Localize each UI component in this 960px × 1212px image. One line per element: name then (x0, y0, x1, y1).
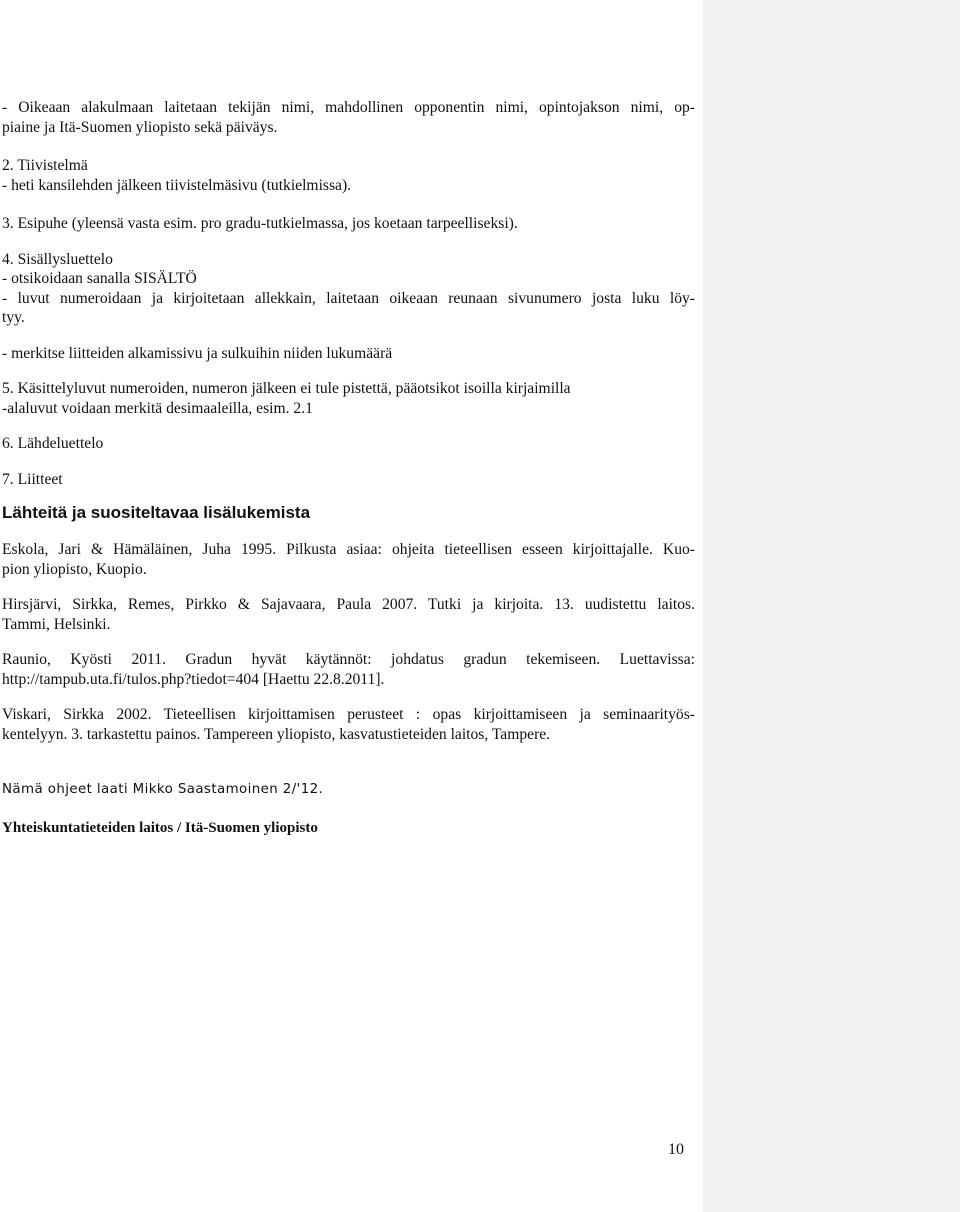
text-line: - luvut numeroidaan ja kirjoitetaan allekkain, laitetaan oikeaan reunaan sivunumero josta luku löy- (2, 289, 695, 307)
reference-line: http://tampub.uta.fi/tulos.php?tiedot=404 [Haettu 22.8.2011]. (2, 670, 385, 688)
section-abstract (2, 156, 695, 195)
title-page-instruction (2, 98, 695, 137)
section-title: 7. Liitteet (2, 470, 63, 488)
reference-line: pion yliopisto, Kuopio. (2, 560, 147, 578)
section-bibliography (2, 434, 695, 454)
section-title: 4. Sisällysluettelo (2, 250, 113, 268)
comment-margin-panel (703, 0, 960, 1212)
section-title: 5. Käsittelyluvut numeroiden, numeron jälkeen ei tule pistettä, pääotsikot isoilla kirjaimilla (2, 380, 571, 397)
page-number: 10 (668, 1141, 684, 1158)
reference-entry (2, 705, 695, 744)
references-heading: Lähteitä ja suositeltavaa lisälukemista (2, 503, 311, 522)
reference-line: kentelyyn. 3. tarkastettu painos. Tampereen yliopisto, kasvatustieteiden laitos, Tampere. (2, 725, 551, 743)
page-content (2, 98, 695, 838)
section-title: 6. Lähdeluettelo (2, 435, 104, 452)
reference-entry (2, 595, 695, 634)
section-contents (2, 250, 695, 328)
section-chapters (2, 379, 695, 418)
reference-line: Eskola, Jari & Hämäläinen, Juha 1995. Pilkusta asiaa: ohjeita tieteellisen esseen kirjoittajalle. Kuo- (2, 541, 695, 558)
reference-line: Tammi, Helsinki. (2, 615, 111, 633)
contents-appendix-note (2, 344, 695, 364)
reference-entry (2, 540, 695, 579)
author-credits: Nämä ohjeet laati Mikko Saastamoinen 2/'12. (2, 782, 324, 797)
section-title: 2. Tiivistelmä (2, 157, 88, 174)
text-line: - otsikoidaan sanalla SISÄLTÖ (2, 270, 197, 287)
text-line: - heti kansilehden jälkeen tiivistelmäsivu (tutkielmissa). (2, 176, 352, 194)
section-preface (2, 214, 695, 234)
reference-line: Hirsjärvi, Sirkka, Remes, Pirkko & Sajavaara, Paula 2007. Tutki ja kirjoita. 13. uudistettu laitos. (2, 596, 695, 613)
section-title: 3. Esipuhe (yleensä vasta esim. pro gradu-tutkielmassa, jos koetaan tarpeelliseksi). (2, 215, 518, 232)
text-line: - merkitse liitteiden alkamissivu ja sulkuihin niiden lukumäärä (2, 344, 393, 362)
text-line: tyy. (2, 309, 25, 326)
text-line: -alaluvut voidaan merkitä desimaaleilla, esim. 2.1 (2, 399, 313, 417)
reference-line: Raunio, Kyösti 2011. Gradun hyvät käytännöt: johdatus gradun tekemiseen. Luettavissa: (2, 651, 695, 668)
text-line: piaine ja Itä-Suomen yliopisto sekä päiväys. (2, 118, 278, 136)
reference-line: Viskari, Sirkka 2002. Tieteellisen kirjoittamisen perusteet : opas kirjoittamiseen ja seminaarityös- (2, 706, 695, 723)
section-appendices (2, 470, 695, 490)
reference-entry (2, 650, 695, 689)
department-footer: Yhteiskuntatieteiden laitos / Itä-Suomen yliopisto (2, 819, 318, 836)
text-line: - Oikeaan alakulmaan laitetaan tekijän nimi, mahdollinen opponentin nimi, opintojakson nimi, op- (2, 99, 695, 116)
